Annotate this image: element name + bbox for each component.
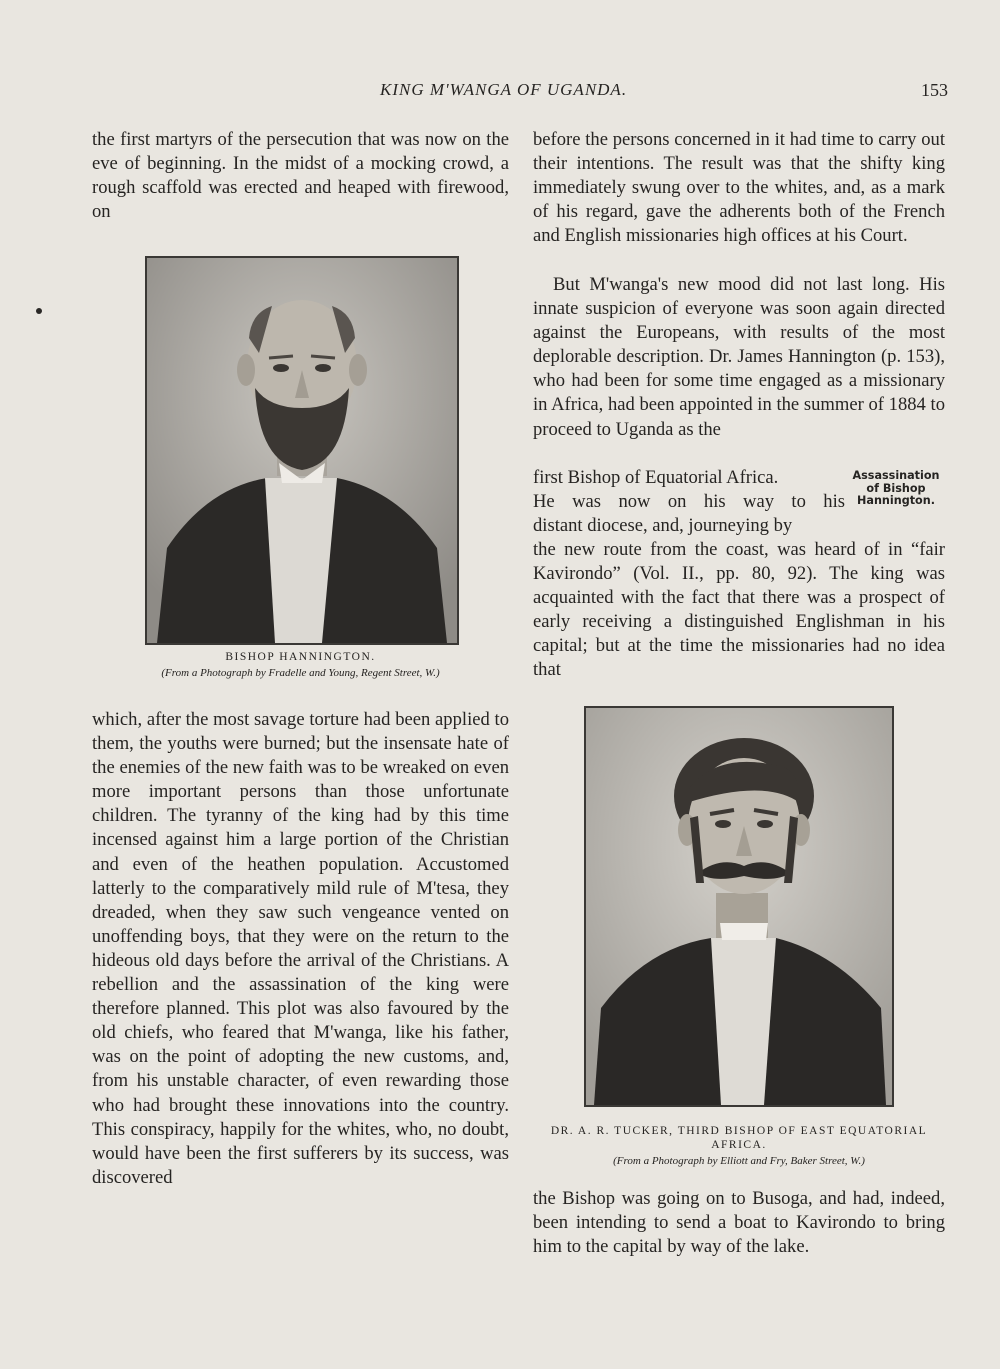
caption-credit: (From a Photograph by Fradelle and Young, Regent Street, W.) <box>161 667 440 679</box>
right-paragraph-continued: the new route from the coast, was heard of in “fair Kavirondo” (Vol. II., pp. 80, 92). The king was acquainted with the fact that there was a prospect of early receiving a distinguished Englishman in his capital; but at the time the missionaries had no idea that <box>533 539 945 681</box>
right-top-paragraph: before the persons concerned in it had time to carry out their intentions. The result was that the shifty king immediately swung over to the whites, and, as a mark of his regard, gave the adherents both of the French and English missionaries high offices at his Court. <box>533 129 945 247</box>
portrait-image <box>147 258 457 643</box>
portrait-image <box>586 708 892 1105</box>
right-paragraph-two: But M'wanga's new mood did not last long. His innate suspicion of everyone was soon again directed against the Europeans, with results of the most deplorable description. Dr. James Hannington (p. 153), who had been for some time engaged as a missionary in Africa, had been appointed in the summer of 1884 to proceed to Uganda as the <box>533 274 945 440</box>
right-bottom-paragraph: the Bishop was going on to Busoga, and had, indeed, been intending to send a boat to Kavirondo to bring him to the capital by way of the lake. <box>533 1188 945 1258</box>
margin-speck <box>36 308 42 314</box>
right-figure-caption <box>533 1124 945 1169</box>
left-figure-caption <box>98 650 503 681</box>
wrapped-line: first Bishop of Equatorial Africa. <box>533 467 779 488</box>
caption-credit: (From a Photograph by Elliott and Fry, Baker Street, W.) <box>613 1155 865 1167</box>
margin-note-assassination: Assassination of Bishop Hannington. <box>852 469 940 507</box>
left-bottom-paragraph: which, after the most savage torture had been applied to them, the youths were burned; but the insensate hate of the enemies of the new faith was to be wreaked on even more important persons than those unfortunate children. The tyranny of the king had by this time incensed against him a large portion of the Christian and even of the heathen population. Accustomed latterly to the comparatively mild rule of M'tesa, they dreaded, when they saw such vengeance vented on unoffending boys, that they were on the return to the hideous old days before the arrival of the Christians. A rebellion and the assassination of the king were therefore planned. This plot was also favoured by the old chiefs, who feared that M'wanga, like his father, was on the point of adopting the new customs, and, from his unstable character, of even rewarding those who had brought these innovations into the country. This conspiracy, happily for the whites, who, no doubt, would have been the first sufferers by its success, was discovered <box>92 709 509 1188</box>
caption-title: DR. A. R. TUCKER, THIRD BISHOP OF EAST EQUATORIAL AFRICA. <box>550 1125 928 1151</box>
running-head <box>0 80 1000 104</box>
running-title: KING M'WANGA OF UGANDA. <box>380 80 628 99</box>
wrapped-line: distant diocese, and, journeying by <box>533 515 793 537</box>
left-top-paragraph: the first martyrs of the persecution that was now on the eve of beginning. In the midst of a mocking crowd, a rough scaffold was erected and heaped with firewood, on <box>92 129 509 223</box>
margin-note-wrapped-lines <box>533 466 845 538</box>
page-number: 153 <box>921 80 948 100</box>
portrait-dr-tucker <box>584 706 894 1107</box>
wrapped-line: He was now on his way to his <box>533 491 845 513</box>
caption-title: BISHOP HANNINGTON. <box>225 651 376 663</box>
portrait-bishop-hannington <box>145 256 459 645</box>
